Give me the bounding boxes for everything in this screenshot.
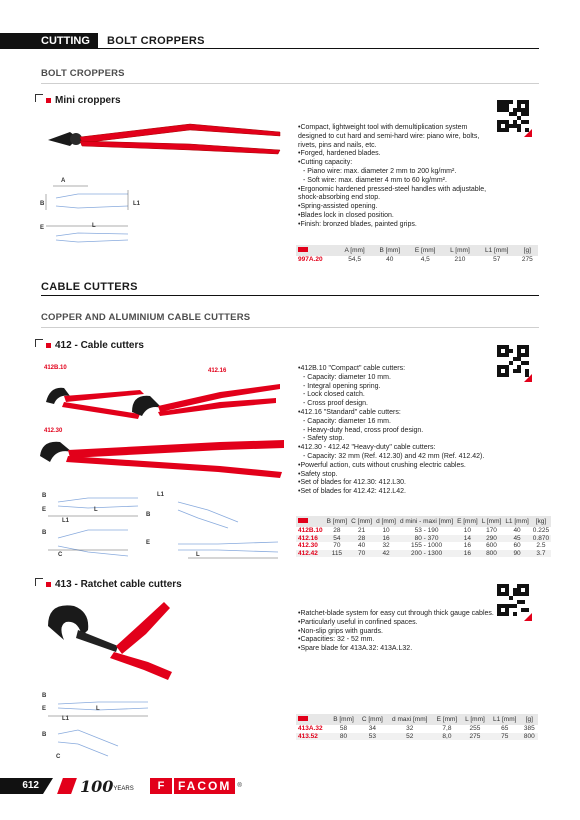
- value-cell: 800: [480, 550, 504, 558]
- facom-mini-logo: [296, 245, 337, 256]
- column-header: L1 [mm]: [505, 518, 529, 525]
- column-header: L1 [mm]: [489, 714, 521, 725]
- value-cell: 52: [387, 733, 433, 741]
- feature-item: • 412B.10 "Compact" cable cutters:: [298, 365, 484, 374]
- feature-item: • Compact, lightweight tool with demultiplication system: [298, 124, 486, 133]
- column-header: E [mm]: [408, 245, 443, 256]
- section-bolt-croppers: BOLT CROPPERS: [41, 68, 125, 79]
- value-cell: 54,5: [348, 256, 361, 263]
- value-cell: 16: [455, 550, 480, 558]
- value-cell: 58: [339, 725, 348, 732]
- product-title-413: [35, 579, 182, 590]
- column-header: C [mm]: [351, 518, 373, 525]
- value-cell: 28: [349, 535, 374, 543]
- table-row: [296, 535, 551, 543]
- column-header: A [mm]: [337, 245, 372, 256]
- reference-cell: 997A.20: [298, 256, 323, 263]
- table-row: [296, 733, 538, 741]
- value-cell: 34: [368, 725, 376, 732]
- reference-cell: 413.52: [296, 733, 329, 741]
- label-41216: 412.16: [208, 368, 227, 374]
- value-cell: 57: [493, 256, 501, 263]
- value-cell: 54: [325, 535, 350, 543]
- c413-features: [298, 610, 494, 654]
- feature-item: • Set of blades for 412.42: 412.L42.: [298, 488, 484, 497]
- feature-item: - Lock closed catch.: [303, 391, 365, 399]
- product-title-mini: [35, 95, 121, 106]
- mini-cropper-diagram: [38, 176, 138, 246]
- feature-item: • Cutting capacity:: [298, 159, 486, 168]
- column-header: E [mm]: [457, 518, 478, 525]
- section-rule: [41, 327, 539, 328]
- table-row: [296, 527, 551, 535]
- value-cell: 70: [349, 550, 374, 558]
- section-rule: [41, 83, 539, 84]
- table-row: [296, 256, 538, 264]
- label-41230: 412.30: [44, 428, 63, 434]
- value-cell: 4,5: [420, 256, 430, 263]
- value-cell: 90: [503, 550, 530, 558]
- feature-item: - Cross proof design.: [303, 400, 368, 408]
- feature-item: • Ergonomic hardened pressed-steel handles with adjustable,: [298, 186, 486, 195]
- corner-mark: [35, 94, 43, 102]
- column-header: B [mm]: [326, 518, 348, 525]
- column-header: L [mm]: [443, 245, 477, 256]
- 100-years-logo: 100YEARS: [80, 777, 134, 796]
- value-cell: 7,8: [442, 725, 452, 732]
- column-header: L [mm]: [481, 518, 502, 525]
- table-row: [296, 542, 551, 550]
- reference-cell: 412.30: [298, 542, 318, 549]
- product-name: Mini croppers: [55, 95, 121, 106]
- reference-cell: 412B.10: [298, 527, 323, 534]
- value-cell: 80 - 370: [398, 535, 455, 543]
- column-header: L1 [mm]: [477, 245, 517, 256]
- value-cell: 10: [382, 527, 390, 534]
- value-cell: 8,0: [433, 733, 462, 741]
- value-cell: 14: [455, 535, 480, 543]
- label-412b10: 412B.10: [44, 365, 67, 371]
- value-cell: 0.225: [532, 527, 550, 534]
- value-cell: 275: [461, 733, 488, 741]
- feature-item: - Piano wire: max. diameter 2 mm to 200 kg/mm².: [303, 167, 457, 175]
- c412-features: [298, 365, 484, 497]
- section-cable-cutters: CABLE CUTTERS: [41, 281, 138, 293]
- column-header: E [mm]: [433, 714, 462, 725]
- page-title: BOLT CROPPERS: [107, 35, 205, 47]
- value-cell: 40: [358, 542, 366, 549]
- qr-code-icon: [497, 584, 529, 616]
- feature-item: shock-absorbing end stop.: [298, 194, 381, 202]
- value-cell: 53 - 190: [414, 527, 439, 534]
- reference-cell: 412.42: [296, 550, 325, 558]
- page-footer: [0, 776, 580, 796]
- column-header: B [mm]: [329, 714, 358, 725]
- reference-cell: 412.16: [296, 535, 325, 543]
- feature-item: • Spring-assisted opening.: [298, 203, 486, 212]
- value-cell: 60: [513, 542, 521, 549]
- qr-code-icon: [497, 345, 529, 377]
- value-cell: 275: [521, 256, 533, 263]
- feature-item: - Capacity: diameter 16 mm.: [303, 417, 391, 425]
- page-number: 612: [0, 778, 43, 794]
- feature-item: designed to cut hard and semi-hard wire: piano wire, bolts,: [298, 132, 480, 140]
- feature-item: • Set of blades for 412.30: 412.L30.: [298, 479, 484, 488]
- value-cell: 115: [325, 550, 350, 558]
- red-square-icon: [46, 582, 51, 587]
- red-square-icon: [46, 98, 51, 103]
- facom-mini-logo: [296, 714, 329, 725]
- product-name: 413 - Ratchet cable cutters: [55, 579, 182, 590]
- feature-item: • Particularly useful in confined spaces.: [298, 619, 494, 628]
- feature-item: rivets, pins and nails, etc.: [298, 141, 377, 149]
- cable-cutter-images: [40, 374, 290, 484]
- corner-mark: [35, 339, 43, 347]
- value-cell: 40: [386, 256, 394, 263]
- value-cell: 800: [521, 733, 538, 741]
- facom-mini-logo: [296, 516, 325, 527]
- value-cell: 28: [333, 527, 341, 534]
- header-rule: [98, 48, 539, 49]
- section-copper-alu: COPPER AND ALUMINIUM CABLE CUTTERS: [41, 312, 251, 323]
- table-row: [296, 550, 551, 558]
- value-cell: 0.870: [532, 534, 550, 542]
- value-cell: 170: [486, 527, 497, 534]
- feature-item: - Heavy-duty head, cross proof design.: [303, 426, 424, 434]
- value-cell: 16: [463, 542, 471, 549]
- feature-item: - Capacity: 32 mm (Ref. 412.30) and 42 mm (Ref. 412.42).: [303, 452, 485, 460]
- column-header: B [mm]: [372, 245, 407, 256]
- product-name: 412 - Cable cutters: [55, 340, 144, 351]
- feature-item: • Non-slip grips with guards.: [298, 628, 494, 637]
- mini-cropper-image: [40, 110, 290, 166]
- column-header: L [mm]: [461, 714, 488, 725]
- section-rule: [41, 295, 539, 296]
- category-label: CUTTING: [0, 33, 98, 49]
- feature-item: - Integral opening spring.: [303, 382, 381, 390]
- value-cell: 290: [480, 535, 504, 543]
- value-cell: 80: [329, 733, 358, 741]
- value-cell: 210: [454, 256, 466, 263]
- column-header: [kg]: [531, 516, 551, 527]
- feature-item: • 412.30 - 412.42 "Heavy-duty" cable cutters:: [298, 444, 484, 453]
- feature-item: - Soft wire: max. diameter 4 mm to 60 kg/mm².: [303, 176, 447, 184]
- reference-cell: 413A.32: [298, 725, 323, 732]
- column-header: [g]: [521, 714, 538, 725]
- page-header: [0, 33, 580, 49]
- mini-spec-table: [296, 245, 538, 264]
- value-cell: 42: [374, 550, 398, 558]
- feature-item: - Capacity: diameter 10 mm.: [303, 373, 391, 381]
- value-cell: 10: [463, 527, 471, 534]
- feature-item: • Finish: bronzed blades, painted grips.: [298, 221, 486, 230]
- feature-item: • Blades lock in closed position.: [298, 212, 486, 221]
- feature-item: • Safety stop.: [298, 471, 484, 480]
- value-cell: 385: [523, 725, 535, 732]
- column-header: [g]: [517, 245, 538, 256]
- value-cell: 2.5: [536, 542, 546, 549]
- value-cell: 40: [513, 527, 521, 534]
- product-title-412: [35, 340, 144, 351]
- value-cell: 45: [503, 535, 530, 543]
- feature-item: • Forged, hardened blades.: [298, 150, 486, 159]
- column-header: d maxi [mm]: [387, 714, 433, 725]
- feature-item: • Spare blade for 413A.32: 413A.L32.: [298, 645, 494, 654]
- cable-cutter-diagrams: [38, 488, 288, 568]
- value-cell: 32: [406, 725, 414, 732]
- value-cell: 75: [489, 733, 521, 741]
- ratchet-cutter-image: [38, 596, 178, 688]
- value-cell: 600: [486, 542, 497, 549]
- corner-mark: [35, 578, 43, 586]
- value-cell: 21: [358, 527, 366, 534]
- value-cell: 16: [374, 535, 398, 543]
- column-header: d mini - maxi [mm]: [400, 518, 454, 525]
- facom-logo: F FACOM ®: [150, 778, 242, 794]
- red-stripe: [57, 778, 77, 794]
- feature-item: - Safety stop.: [303, 435, 345, 443]
- feature-item: • Powerful action, cuts without crushing electric cables.: [298, 462, 484, 471]
- table-row: [296, 725, 538, 733]
- feature-item: • Capacities: 32 - 52 mm.: [298, 636, 494, 645]
- value-cell: 65: [501, 725, 509, 732]
- feature-item: • Ratchet-blade system for easy cut through thick gauge cables.: [298, 610, 494, 619]
- column-header: C [mm]: [358, 714, 387, 725]
- red-square-icon: [46, 343, 51, 348]
- mini-features: [298, 124, 486, 230]
- value-cell: 155 - 1000: [411, 542, 443, 549]
- value-cell: 200 - 1300: [398, 550, 455, 558]
- value-cell: 53: [358, 733, 387, 741]
- qr-code-icon: [497, 100, 529, 132]
- value-cell: 32: [382, 542, 390, 549]
- value-cell: 70: [333, 542, 341, 549]
- c412-spec-table: [296, 516, 551, 557]
- column-header: d [mm]: [376, 518, 396, 525]
- c413-spec-table: [296, 714, 538, 740]
- feature-item: • 412.16 "Standard" cable cutters:: [298, 409, 484, 418]
- value-cell: 255: [469, 725, 481, 732]
- value-cell: 3.7: [531, 550, 551, 558]
